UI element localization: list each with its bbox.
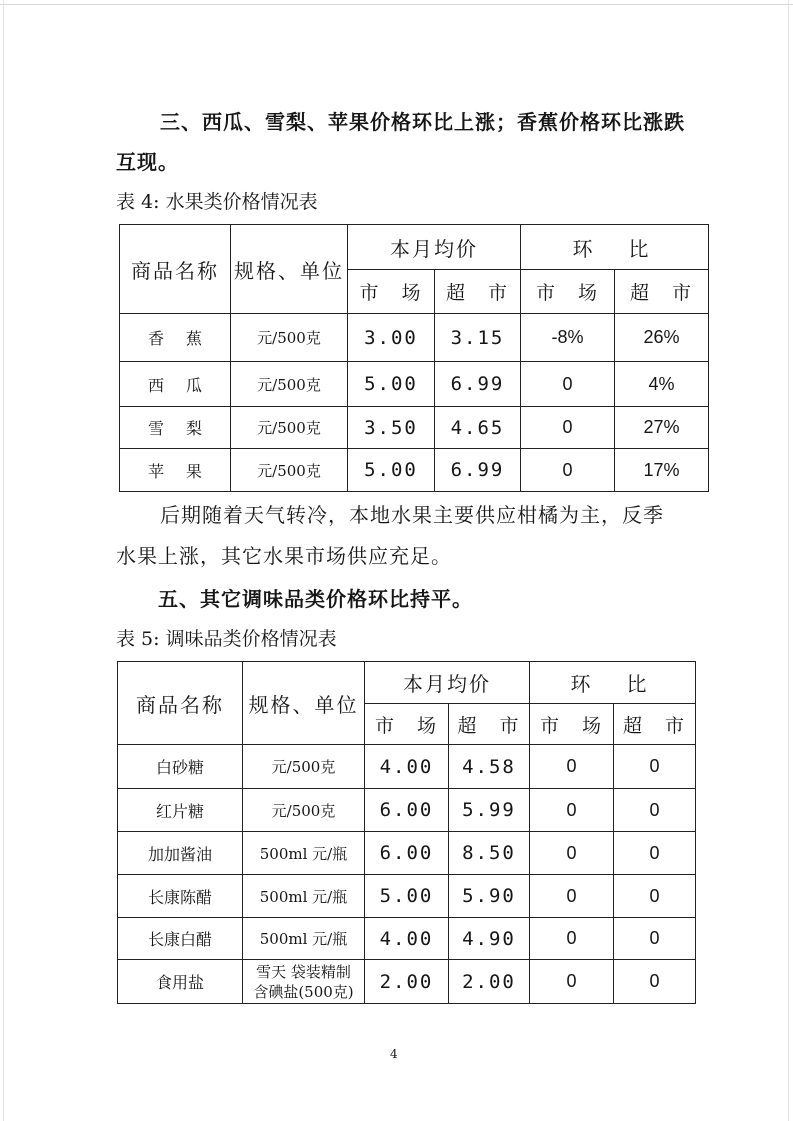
header-mom: 环 比	[521, 225, 709, 270]
cell-mom-supermarket: 4%	[615, 362, 709, 407]
scan-edge-right	[788, 0, 789, 1121]
cell-mom-market: 0	[530, 875, 614, 918]
cell-supermarket-price: 6.99	[435, 449, 521, 492]
cell-name: 加加酱油	[118, 832, 243, 875]
cell-supermarket-price: 6.99	[435, 362, 521, 407]
table4-caption: 表 4: 水果类价格情况表	[116, 191, 318, 213]
subheader-mom-supermarket: 超 市	[614, 704, 696, 745]
cell-mom-supermarket: 0	[614, 918, 696, 960]
cell-name: 长康陈醋	[118, 875, 243, 918]
cell-unit-line1: 雪天 袋装精制	[256, 962, 351, 981]
cell-name: 苹果	[120, 449, 231, 492]
subheader-market: 市 场	[348, 270, 435, 314]
table-row	[120, 449, 709, 492]
cell-name: 食用盐	[118, 960, 243, 1004]
outlook-line2: 水果上涨，其它水果市场供应充足。	[116, 544, 452, 568]
section3-line1: 三、西瓜、雪梨、苹果价格环比上涨；香蕉价格环比涨跌	[160, 110, 685, 134]
cell-supermarket-price: 4.58	[449, 745, 530, 789]
table-header-row	[120, 225, 709, 270]
cell-market-price: 5.00	[348, 449, 435, 492]
cell-mom-market: -8%	[521, 314, 615, 362]
cell-mom-supermarket: 0	[614, 960, 696, 1004]
cell-name: 香蕉	[120, 314, 231, 362]
cell-name: 西瓜	[120, 362, 231, 407]
cell-name: 长康白醋	[118, 918, 243, 960]
subheader-supermarket: 超 市	[435, 270, 521, 314]
header-mom: 环 比	[530, 662, 696, 704]
header-name: 商品名称	[118, 662, 243, 745]
cell-market-price: 3.00	[348, 314, 435, 362]
cell-unit: 元/500克	[231, 314, 348, 362]
cell-unit: 500ml 元/瓶	[243, 918, 365, 960]
cell-supermarket-price: 2.00	[449, 960, 530, 1004]
cell-market-price: 6.00	[365, 832, 449, 875]
cell-mom-supermarket: 0	[614, 875, 696, 918]
cell-mom-market: 0	[521, 362, 615, 407]
cell-unit: 元/500克	[243, 789, 365, 832]
cell-supermarket-price: 8.50	[449, 832, 530, 875]
table-row	[120, 314, 709, 362]
cell-market-price: 2.00	[365, 960, 449, 1004]
scan-edge-left	[3, 0, 4, 1121]
page-number: 4	[390, 1047, 398, 1061]
table-row	[118, 789, 696, 832]
table-row	[118, 960, 696, 1004]
table-header-row	[118, 662, 696, 704]
subheader-mom-market: 市 场	[530, 704, 614, 745]
cell-market-price: 3.50	[348, 407, 435, 449]
cell-name: 白砂糖	[118, 745, 243, 789]
cell-market-price: 4.00	[365, 745, 449, 789]
cell-mom-supermarket: 26%	[615, 314, 709, 362]
table5-caption: 表 5: 调味品类价格情况表	[116, 628, 337, 650]
cell-name: 雪梨	[120, 407, 231, 449]
cell-mom-supermarket: 0	[614, 832, 696, 875]
cell-supermarket-price: 5.90	[449, 875, 530, 918]
section3-line2: 互现。	[116, 150, 179, 174]
cell-supermarket-price: 4.65	[435, 407, 521, 449]
subheader-market: 市 场	[365, 704, 449, 745]
fruit-price-table	[119, 224, 709, 492]
cell-mom-market: 0	[521, 449, 615, 492]
subheader-mom-market: 市 场	[521, 270, 615, 314]
cell-unit	[243, 960, 365, 1004]
outlook-line1: 后期随着天气转冷，本地水果主要供应柑橘为主，反季	[160, 503, 664, 527]
cell-unit: 元/500克	[231, 449, 348, 492]
table-row	[118, 918, 696, 960]
header-spec: 规格、单位	[243, 662, 365, 745]
cell-mom-market: 0	[530, 918, 614, 960]
cell-mom-supermarket: 0	[614, 745, 696, 789]
subheader-supermarket: 超 市	[449, 704, 530, 745]
table-row	[118, 745, 696, 789]
cell-market-price: 6.00	[365, 789, 449, 832]
subheader-mom-supermarket: 超 市	[615, 270, 709, 314]
condiment-price-table	[117, 661, 696, 1004]
section5-title: 五、其它调味品类价格环比持平。	[158, 587, 473, 611]
cell-supermarket-price: 3.15	[435, 314, 521, 362]
cell-unit: 元/500克	[243, 745, 365, 789]
cell-supermarket-price: 5.99	[449, 789, 530, 832]
cell-mom-supermarket: 17%	[615, 449, 709, 492]
table-row	[120, 407, 709, 449]
cell-unit: 元/500克	[231, 407, 348, 449]
cell-unit-line2: 含碘盐(500克)	[253, 982, 354, 1001]
cell-mom-market: 0	[521, 407, 615, 449]
table-row	[118, 832, 696, 875]
header-avg-price: 本月均价	[348, 225, 521, 270]
cell-unit: 500ml 元/瓶	[243, 832, 365, 875]
scan-edge-top	[0, 4, 793, 5]
cell-mom-market: 0	[530, 789, 614, 832]
header-avg-price: 本月均价	[365, 662, 530, 704]
cell-mom-market: 0	[530, 745, 614, 789]
cell-unit: 500ml 元/瓶	[243, 875, 365, 918]
cell-market-price: 4.00	[365, 918, 449, 960]
table-row	[118, 875, 696, 918]
cell-mom-supermarket: 27%	[615, 407, 709, 449]
cell-mom-supermarket: 0	[614, 789, 696, 832]
cell-supermarket-price: 4.90	[449, 918, 530, 960]
table-row	[120, 362, 709, 407]
header-name: 商品名称	[120, 225, 231, 314]
cell-market-price: 5.00	[365, 875, 449, 918]
cell-unit: 元/500克	[231, 362, 348, 407]
cell-name: 红片糖	[118, 789, 243, 832]
header-spec: 规格、单位	[231, 225, 348, 314]
cell-mom-market: 0	[530, 960, 614, 1004]
cell-market-price: 5.00	[348, 362, 435, 407]
cell-mom-market: 0	[530, 832, 614, 875]
